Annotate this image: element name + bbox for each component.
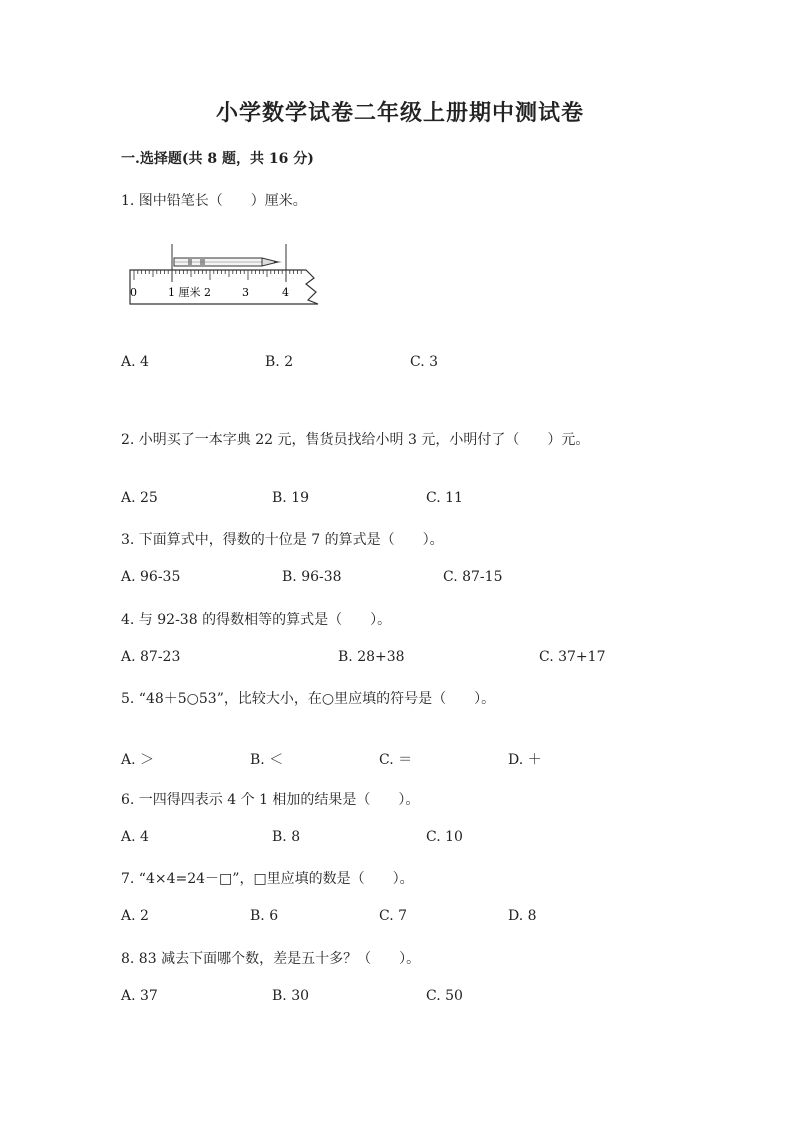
question-6: 6. 一四得四表示 4 个 1 相加的结果是（ ）。 [121,792,420,808]
q2-option-b[interactable]: B. 19 [272,490,310,506]
q7-option-a[interactable]: A. 2 [121,908,149,924]
q1-option-c[interactable]: C. 3 [410,354,439,370]
q7-option-d[interactable]: D. 8 [508,908,537,924]
question-2: 2. 小明买了一本字典 22 元，售货员找给小明 3 元，小明付了（ ）元。 [121,432,590,448]
ruler-label-3: 3 [242,286,249,299]
q5-option-a[interactable]: A. ＞ [121,752,155,768]
q1-option-b[interactable]: B. 2 [265,354,294,370]
question-1: 1. 图中铅笔长（ ）厘米。 [121,193,307,209]
q3-option-c[interactable]: C. 87-15 [443,569,503,585]
q7-option-b[interactable]: B. 6 [250,908,279,924]
q5-option-b[interactable]: B. ＜ [250,752,284,768]
q8-option-a[interactable]: A. 37 [121,988,158,1004]
ruler-label-4: 4 [282,286,289,299]
question-5: 5. “48＋5○53”，比较大小，在○里应填的符号是（ ）。 [121,691,496,707]
q6-option-a[interactable]: A. 4 [121,829,149,845]
q2-option-a[interactable]: A. 25 [121,490,158,506]
section-heading: 一.选择题(共 8 题，共 16 分) [121,151,314,167]
ruler-label-0: 0 [130,286,137,299]
q1-option-a[interactable]: A. 4 [121,354,149,370]
ruler-body [130,270,318,304]
page-title: 小学数学试卷二年级上册期中测试卷 [215,100,584,126]
q4-option-a[interactable]: A. 87-23 [121,649,181,665]
ruler-ticks [134,270,301,280]
q4-option-b[interactable]: B. 28+38 [338,649,405,665]
q7-option-c[interactable]: C. 7 [379,908,408,924]
ruler-pencil-figure [128,242,322,308]
q5-option-d[interactable]: D. ＋ [508,752,542,768]
q2-option-c[interactable]: C. 11 [426,490,463,506]
q3-option-b[interactable]: B. 96-38 [282,569,342,585]
q4-option-c[interactable]: C. 37+17 [539,649,606,665]
pencil-icon [174,258,282,266]
ruler-label-1-2: 1 厘米 2 [168,286,211,299]
q8-option-b[interactable]: B. 30 [272,988,310,1004]
question-4: 4. 与 92-38 的得数相等的算式是（ ）。 [121,612,392,628]
q5-option-c[interactable]: C. ＝ [379,752,413,768]
question-8: 8. 83 减去下面哪个数，差是五十多？（ ）。 [121,951,421,967]
question-7: 7. “4×4=24－□”，□里应填的数是（ ）。 [121,871,414,887]
q3-option-a[interactable]: A. 96-35 [121,569,181,585]
q6-option-c[interactable]: C. 10 [426,829,463,845]
q8-option-c[interactable]: C. 50 [426,988,463,1004]
q6-option-b[interactable]: B. 8 [272,829,301,845]
question-3: 3. 下面算式中，得数的十位是 7 的算式是（ ）。 [121,532,444,548]
